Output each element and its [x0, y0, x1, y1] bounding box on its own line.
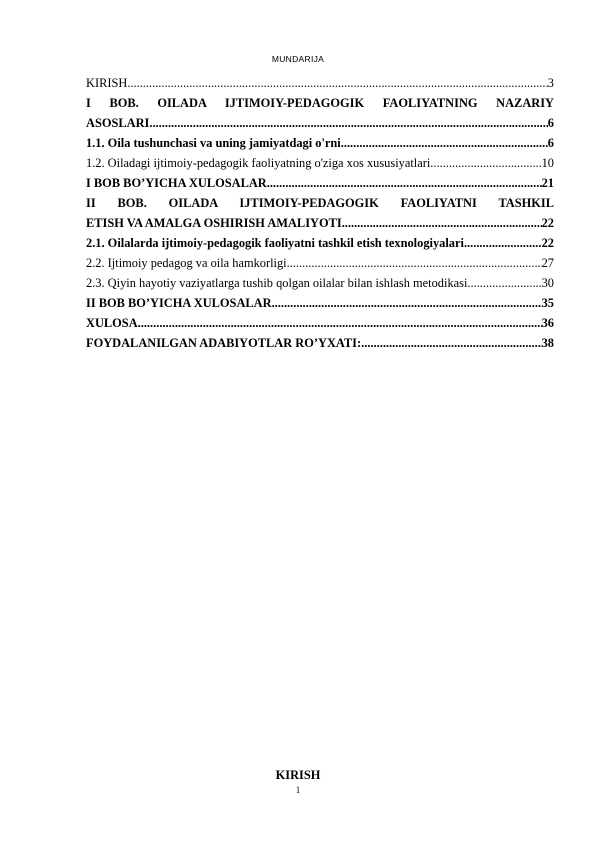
toc-entry-chapter-1[interactable] — [86, 93, 554, 133]
toc-entry-page: 21 — [541, 176, 554, 190]
toc-entry-page: 10 — [541, 156, 554, 170]
page-number: 1 — [295, 785, 301, 795]
next-section-title: KIRISH — [275, 768, 321, 782]
toc-entry-title: FOYDALANILGAN ADABIYOTLAR RO’YXATI: — [86, 336, 362, 350]
toc-entry-page: 22 — [541, 236, 554, 250]
leader-dots — [149, 113, 547, 133]
toc-entry-2-2[interactable] — [86, 253, 554, 273]
toc-entry-title-line2: ETISH VA AMALGA OSHIRISH AMALIYOTI — [86, 216, 342, 230]
toc-entry-title-line1: I BOB. OILADA IJTIMOIY-PEDAGOGIK FAOLIYATNING NAZARIY — [86, 96, 554, 110]
leader-dots — [267, 173, 542, 193]
toc-entry-page: 35 — [541, 296, 554, 310]
leader-dots — [341, 133, 548, 153]
toc-entry-title: 2.1. Oilalarda ijtimoiy-pedagogik faoliyatni tashkil etish texnologiyalari — [86, 236, 464, 250]
toc-entry-1-1[interactable] — [86, 133, 554, 153]
leader-dots — [467, 273, 541, 293]
toc-entry-title-line1: II BOB. OILADA IJTIMOIY-PEDAGOGIK FAOLIYATNI TASHKIL — [86, 196, 554, 210]
toc-entry-chapter-2-conclusions[interactable] — [86, 293, 554, 313]
leader-dots — [127, 73, 547, 93]
leader-dots — [272, 293, 542, 313]
leader-dots — [464, 233, 542, 253]
leader-dots — [361, 333, 541, 353]
toc-entry-references[interactable] — [86, 333, 554, 353]
toc-entry-chapter-1-conclusions[interactable] — [86, 173, 554, 193]
table-of-contents — [86, 73, 554, 353]
toc-heading: MUNDARIJA — [271, 54, 325, 64]
toc-entry-page: 30 — [541, 276, 554, 290]
toc-entry-chapter-2[interactable] — [86, 193, 554, 233]
toc-entry-title: XULOSA — [86, 316, 138, 330]
toc-entry-xulosa[interactable] — [86, 313, 554, 333]
leader-dots — [138, 313, 542, 333]
leader-dots — [430, 153, 541, 173]
toc-entry-1-2[interactable] — [86, 153, 554, 173]
toc-entry-title-line2: ASOSLARI — [86, 116, 150, 130]
toc-entry-page: 6 — [547, 116, 554, 130]
toc-entry-2-1[interactable] — [86, 233, 554, 253]
toc-entry-title: 2.2. Ijtimoiy pedagog va oila hamkorligi — [86, 256, 287, 270]
toc-entry-page: 36 — [541, 316, 554, 330]
leader-dots — [287, 253, 542, 273]
toc-entry-page: 3 — [547, 76, 554, 90]
toc-entry-title: 1.2. Oiladagi ijtimoiy-pedagogik faoliyatning o'ziga xos xususiyatlari — [86, 156, 431, 170]
toc-entry-page: 38 — [541, 336, 554, 350]
toc-entry-2-3[interactable] — [86, 273, 554, 293]
toc-entry-page: 6 — [547, 136, 554, 150]
toc-entry-title: I BOB BO’YICHA XULOSALAR — [86, 176, 267, 190]
toc-entry-page: 22 — [541, 216, 554, 230]
toc-entry-title: II BOB BO’YICHA XULOSALAR — [86, 296, 272, 310]
toc-entry-page: 27 — [541, 256, 554, 270]
toc-entry-title: 1.1. Oila tushunchasi va uning jamiyatdagi o'rni — [86, 136, 341, 150]
toc-entry-title: KIRISH — [86, 76, 128, 90]
toc-entry-title: 2.3. Qiyin hayotiy vaziyatlarga tushib qolgan oilalar bilan ishlash metodikasi — [86, 276, 468, 290]
toc-entry-kirish[interactable] — [86, 73, 554, 93]
leader-dots — [342, 213, 542, 233]
